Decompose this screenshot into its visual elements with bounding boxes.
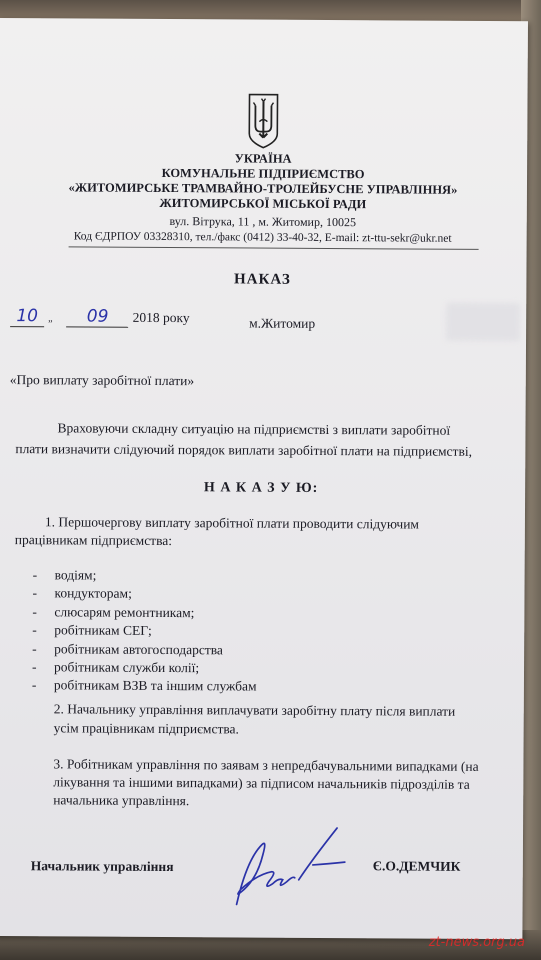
header-divider bbox=[69, 246, 479, 250]
preamble-line-1: Враховуючи складну ситуацію на підприємстві з виплати заробітної bbox=[57, 420, 451, 438]
header-contacts: Код ЄДРПОУ 03328310, тел./факс (0412) 33-40-32, E-mail: zt-ttu-sekr@ukr.net bbox=[73, 230, 452, 245]
item-3-line-1: 3. Робітникам управління по заявам з непредбачувальними випадками (на bbox=[53, 756, 479, 774]
recipient-list bbox=[32, 566, 257, 696]
date-quote-mark: „ bbox=[48, 313, 53, 325]
preamble-line-2: плати визначити слідуючий порядок виплати заробітної плати на підприємстві, bbox=[15, 441, 473, 459]
trident-emblem-icon bbox=[246, 92, 280, 150]
list-item: - робітникам ВЗВ та іншим службам bbox=[31, 677, 257, 695]
item-3-line-2: лікування та іншими випадками) за підписом начальників підрозділів та bbox=[53, 774, 470, 792]
header-org-type: КОМУНАЛЬНЕ ПІДПРИЄМСТВО bbox=[161, 165, 365, 182]
list-item: - водіям; bbox=[32, 567, 97, 583]
item-2-line-1: 2. Начальнику управління виплачувати заробітну плату після виплати bbox=[53, 701, 456, 719]
source-watermark: zt-news.org.ua bbox=[428, 935, 525, 950]
registration-number-redaction bbox=[446, 303, 520, 341]
list-item: - робітникам автогосподарства bbox=[32, 640, 223, 657]
order-city: м.Житомир bbox=[249, 315, 316, 331]
signatory-name: Є.О.ДЕМЧИК bbox=[372, 858, 461, 874]
handwritten-signature bbox=[217, 819, 358, 910]
list-item: - кондукторам; bbox=[32, 585, 132, 602]
list-item: - робітникам СЕГ; bbox=[32, 622, 152, 639]
order-day: 10 bbox=[10, 306, 44, 327]
item-1-line-2: працівникам підприємства: bbox=[14, 532, 173, 549]
order-title: НАКАЗ bbox=[233, 271, 291, 288]
order-date bbox=[10, 306, 190, 328]
header-org-name: «ЖИТОМИРСЬКЕ ТРАМВАЙНО-ТРОЛЕЙБУСНЕ УПРАВЛІННЯ» bbox=[68, 180, 458, 197]
order-year: 2018 року bbox=[132, 309, 190, 326]
order-subject: «Про виплату заробітної плати» bbox=[9, 372, 195, 389]
order-month: 09 bbox=[67, 306, 129, 327]
header-address: вул. Вітрука, 11 , м. Житомир, 10025 bbox=[169, 214, 357, 230]
list-item: - слюсарям ремонтникам; bbox=[32, 604, 195, 621]
list-item: - робітникам служби колії; bbox=[31, 659, 200, 676]
item-1-line-1: 1. Першочергову виплату заробітної плати проводити слідуючим bbox=[44, 514, 420, 532]
header-council: ЖИТОМИРСЬКОЇ МІСЬКОЇ РАДИ bbox=[159, 195, 367, 212]
header-country: УКРАЇНА bbox=[234, 151, 292, 166]
item-2-line-2: усім працівникам підприємства. bbox=[53, 720, 239, 737]
item-3-line-3: начальника управління. bbox=[53, 792, 190, 809]
document-page bbox=[0, 18, 528, 939]
decree-heading: Н А К А З У Ю: bbox=[203, 480, 319, 496]
signatory-position: Начальник управління bbox=[30, 858, 174, 875]
